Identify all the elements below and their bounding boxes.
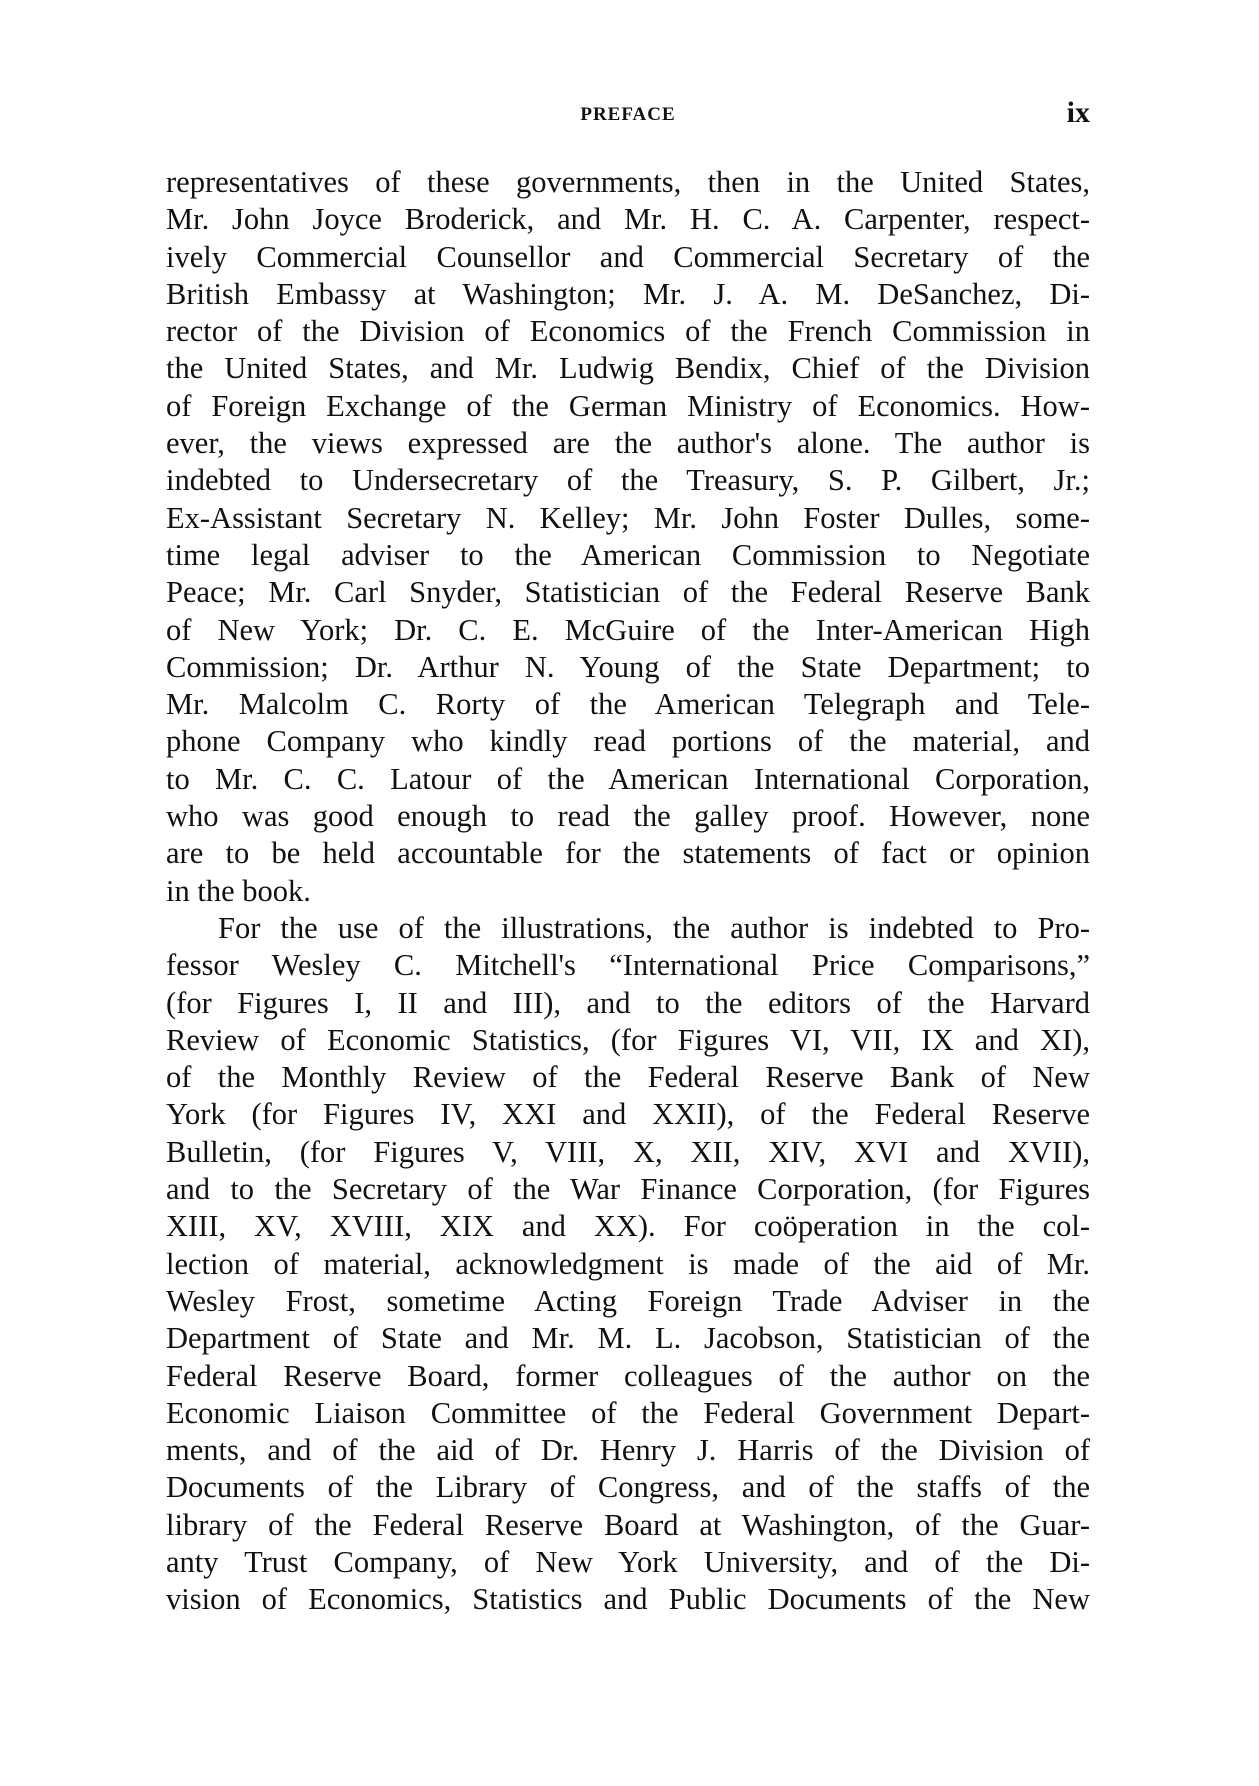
- text-line: Bulletin, (for Figures V, VIII, X, XII, XIV, XVI and XVII),: [166, 1134, 1090, 1169]
- text-line: of the Monthly Review of the Federal Reserve Bank of New: [166, 1060, 1090, 1095]
- text-line: Documents of the Library of Congress, and of the staffs of the: [166, 1470, 1090, 1505]
- text-line: time legal adviser to the American Commission to Negotiate: [166, 537, 1090, 572]
- text-line: ively Commercial Counsellor and Commercial Secretary of the: [166, 239, 1090, 274]
- text-line: library of the Federal Reserve Board at Washington, of the Guar-: [166, 1507, 1090, 1542]
- text-line: to Mr. C. C. Latour of the American International Corporation,: [166, 761, 1090, 796]
- paragraph-end-line: in the book.: [166, 873, 311, 908]
- text-line: Peace; Mr. Carl Snyder, Statistician of the Federal Reserve Bank: [166, 575, 1090, 610]
- page-number: ix: [1066, 96, 1090, 129]
- text-line: (for Figures I, II and III), and to the editors of the Harvard: [166, 985, 1090, 1020]
- text-line: of New York; Dr. C. E. McGuire of the Inter-American High: [166, 612, 1090, 647]
- text-line: the United States, and Mr. Ludwig Bendix, Chief of the Division: [166, 351, 1090, 386]
- text-line: Federal Reserve Board, former colleagues of the author on the: [166, 1358, 1090, 1393]
- text-line: who was good enough to read the galley proof. However, none: [166, 799, 1090, 834]
- text-line: are to be held accountable for the statements of fact or opinion: [166, 836, 1090, 871]
- text-line: Review of Economic Statistics, (for Figures VI, VII, IX and XI),: [166, 1022, 1090, 1057]
- text-line: XIII, XV, XVIII, XIX and XX). For coöperation in the col-: [166, 1209, 1090, 1244]
- text-line: Wesley Frost, sometime Acting Foreign Trade Adviser in the: [166, 1283, 1090, 1318]
- text-line: of Foreign Exchange of the German Ministry of Economics. How-: [166, 388, 1090, 423]
- running-head: PREFACE: [580, 104, 676, 125]
- text-line: ever, the views expressed are the author's alone. The author is: [166, 426, 1090, 461]
- text-line: Department of State and Mr. M. L. Jacobson, Statistician of the: [166, 1321, 1090, 1356]
- text-line: Ex-Assistant Secretary N. Kelley; Mr. John Foster Dulles, some-: [166, 500, 1090, 535]
- body-text: [166, 164, 1090, 1619]
- text-line: Mr. Malcolm C. Rorty of the American Telegraph and Tele-: [166, 687, 1090, 722]
- text-line: British Embassy at Washington; Mr. J. A. M. DeSanchez, Di-: [166, 276, 1090, 311]
- text-line: Commission; Dr. Arthur N. Young of the State Department; to: [166, 649, 1090, 684]
- paragraph-start-line: For the use of the illustrations, the author is indebted to Pro-: [218, 910, 1090, 945]
- text-line: rector of the Division of Economics of the French Commission in: [166, 314, 1090, 349]
- text-line: Economic Liaison Committee of the Federal Government Depart-: [166, 1395, 1090, 1430]
- text-line: York (for Figures IV, XXI and XXII), of the Federal Reserve: [166, 1097, 1090, 1132]
- text-line: and to the Secretary of the War Finance Corporation, (for Figures: [166, 1172, 1090, 1207]
- text-line: vision of Economics, Statistics and Public Documents of the New: [166, 1582, 1090, 1617]
- text-line: lection of material, acknowledgment is made of the aid of Mr.: [166, 1246, 1090, 1281]
- text-line: ments, and of the aid of Dr. Henry J. Harris of the Division of: [166, 1433, 1090, 1468]
- text-line: indebted to Undersecretary of the Treasury, S. P. Gilbert, Jr.;: [166, 463, 1090, 498]
- text-line: phone Company who kindly read portions of the material, and: [166, 724, 1090, 759]
- text-line: representatives of these governments, then in the United States,: [166, 165, 1090, 199]
- text-line: fessor Wesley C. Mitchell's “International Price Comparisons,”: [166, 948, 1090, 983]
- page-header: [166, 96, 1090, 136]
- text-line: Mr. John Joyce Broderick, and Mr. H. C. A. Carpenter, respect-: [166, 202, 1090, 237]
- text-line: anty Trust Company, of New York University, and of the Di-: [166, 1544, 1090, 1579]
